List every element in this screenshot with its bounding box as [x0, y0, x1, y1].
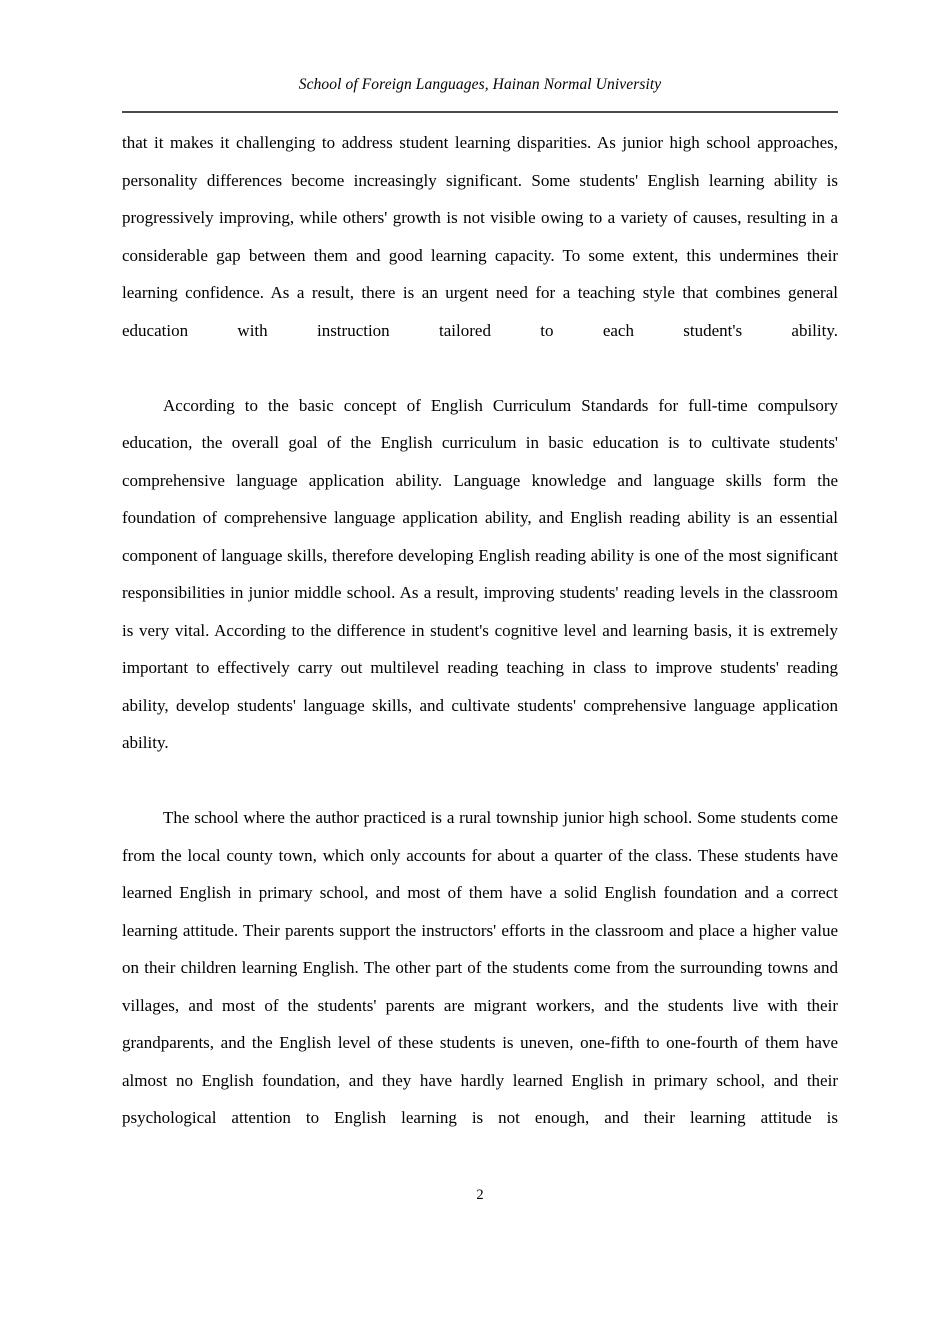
running-header-text: School of Foreign Languages, Hainan Normal University — [298, 76, 662, 93]
header-divider-rule — [122, 111, 838, 113]
body-paragraph: The school where the author practiced is a rural township junior high school. Some students come from the local county town, which only accounts for about a quarter of the class. These students have learned English in primary school, and most of them have a solid English foundation and a correct learning attitude. Their parents support the instructors' efforts in the classroom and place a higher value on their children learning English. The other part of the students come from the surrounding towns and villages, and most of the students' parents are migrant workers, and the students live with their grandparents, and the English level of these students is uneven, one-fifth to one-fourth of them have almost no English foundation, and they have hardly learned English in primary school, and their psychological attention to English learning is not enough, and their learning attitude is — [122, 808, 838, 1127]
body-paragraph: that it makes it challenging to address student learning disparities. As junior high school approaches, personality differences become increasingly significant. Some students' English learning ability is progressively improving, while others' growth is not visible owing to a variety of causes, resulting in a considerable gap between them and good learning capacity. To some extent, this undermines their learning confidence. As a result, there is an urgent need for a teaching style that combines general education with instruction tailored to each student's ability. — [122, 133, 838, 340]
running-header — [122, 76, 838, 95]
body-text-block — [122, 124, 838, 1174]
page-number: 2 — [476, 1187, 484, 1203]
body-paragraph: According to the basic concept of English Curriculum Standards for full-time compulsory education, the overall goal of the English curriculum in basic education is to cultivate students' comprehensive language application ability. Language knowledge and language skills form the foundation of comprehensive language application ability, and English reading ability is an essential component of language skills, therefore developing English reading ability is one of the most significant responsibilities in junior middle school. As a result, improving students' reading levels in the classroom is very vital. According to the difference in student's cognitive level and learning basis, it is extremely important to effectively carry out multilevel reading teaching in class to improve students' reading ability, develop students' language skills, and cultivate students' comprehensive language application ability. — [122, 395, 838, 752]
page-footer — [122, 1186, 838, 1204]
